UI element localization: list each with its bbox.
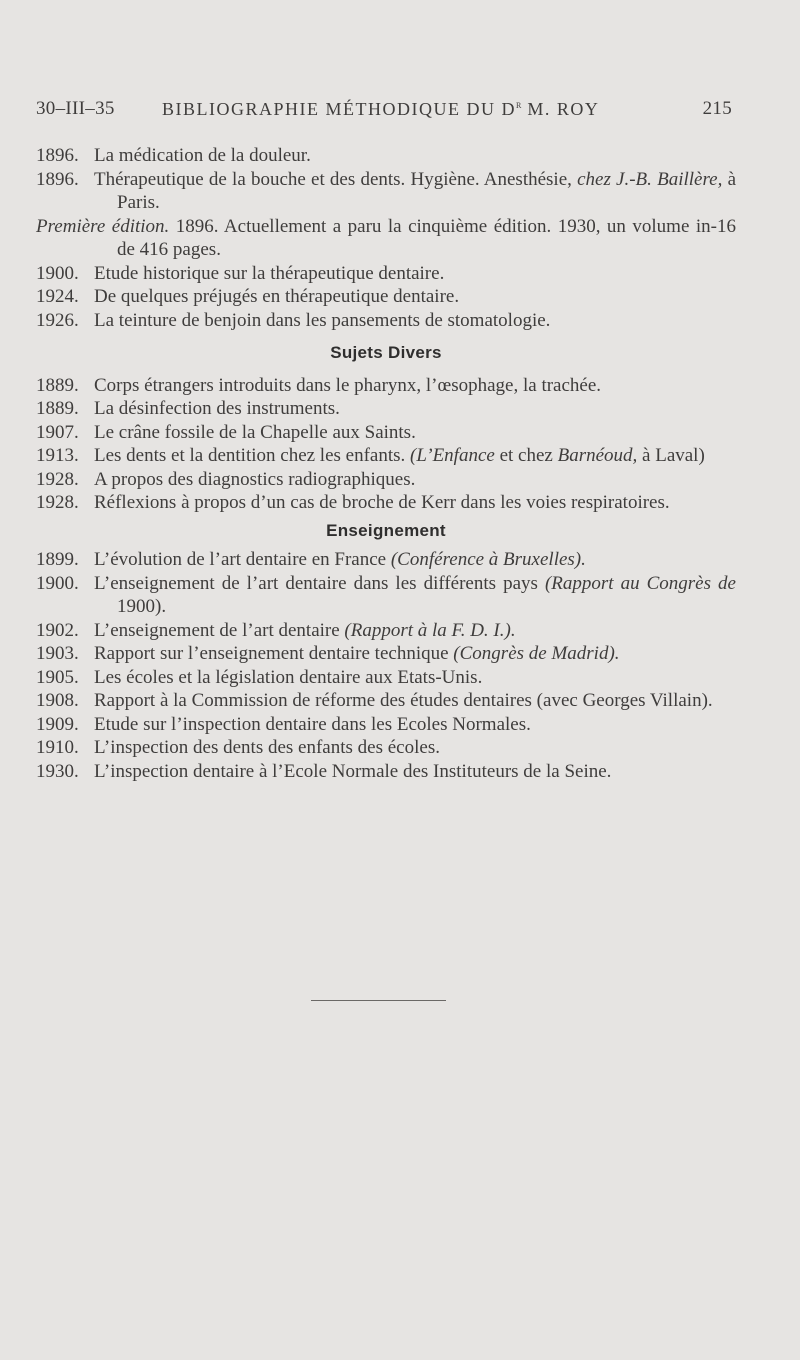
entry-text: La médication de la douleur. bbox=[94, 145, 311, 166]
bib-entry bbox=[36, 168, 736, 215]
bibliography-body bbox=[36, 144, 736, 783]
bib-entry bbox=[36, 736, 736, 760]
bib-entry bbox=[36, 215, 736, 262]
page-number: 215 bbox=[702, 98, 732, 119]
entry-text: L’inspection dentaire à l’Ecole Normale des Instituteurs de la Seine. bbox=[94, 760, 612, 782]
entry-lead-italic: Première édition. bbox=[36, 215, 170, 237]
bib-entry bbox=[36, 572, 736, 619]
bib-entry bbox=[36, 262, 736, 286]
bib-entry bbox=[36, 666, 736, 690]
header-title bbox=[162, 99, 599, 120]
entry-italic: (Rapport au Congrès de bbox=[544, 572, 736, 594]
entry-text: Thérapeutique de la bouche et des dents. Hygiène. Anesthésie, bbox=[94, 168, 578, 190]
entry-year: 1928. bbox=[36, 492, 79, 513]
entry-tail: à Paris. bbox=[117, 168, 737, 213]
entry-text: De quelques préjugés en thérapeutique dentaire. bbox=[94, 286, 460, 307]
entry-year: 1902. bbox=[36, 619, 79, 641]
entry-text: Etude historique sur la thérapeutique dentaire. bbox=[94, 262, 445, 284]
entry-year: 1910. bbox=[36, 737, 79, 758]
entry-year: 1926. bbox=[36, 309, 79, 331]
entry-year: 1896. bbox=[36, 168, 79, 190]
bib-entry bbox=[36, 491, 736, 515]
entry-text: L’enseignement de l’art dentaire bbox=[94, 619, 345, 641]
entry-tail: 1900). bbox=[117, 596, 167, 617]
entry-year: 1889. bbox=[36, 398, 79, 419]
entry-year: 1905. bbox=[36, 666, 79, 688]
bib-entry bbox=[36, 468, 736, 492]
entry-year: 1907. bbox=[36, 421, 79, 443]
entry-italic-2: Barnéoud, bbox=[557, 445, 638, 466]
entry-year: 1896. bbox=[36, 145, 79, 166]
bib-entry bbox=[36, 689, 736, 713]
entry-text: La teinture de benjoin dans les pansements de stomatologie. bbox=[94, 309, 551, 331]
closing-rule bbox=[311, 1000, 446, 1001]
bib-entry bbox=[36, 713, 736, 737]
entry-year: 1909. bbox=[36, 713, 79, 735]
entry-year: 1900. bbox=[36, 572, 79, 594]
bib-entry bbox=[36, 144, 736, 168]
running-header bbox=[36, 98, 736, 124]
entry-year: 1930. bbox=[36, 760, 79, 782]
entry-text: A propos des diagnostics radiographiques. bbox=[94, 468, 416, 490]
section-title-enseignement: Enseignement bbox=[326, 520, 446, 540]
entry-italic: (L’Enfance bbox=[410, 445, 495, 466]
entry-text: La désinfection des instruments. bbox=[94, 398, 340, 419]
entry-text: Le crâne fossile de la Chapelle aux Saints. bbox=[94, 421, 416, 443]
entry-year: 1928. bbox=[36, 468, 79, 490]
entry-tail: à Laval) bbox=[637, 445, 705, 466]
entry-italic: (Conférence à Bruxelles). bbox=[390, 549, 586, 570]
header-title-sup: r bbox=[515, 99, 522, 111]
entry-year: 1899. bbox=[36, 549, 79, 570]
entry-text: Corps étrangers introduits dans le pharynx, l’œsophage, la trachée. bbox=[94, 374, 602, 396]
entry-italic: (Congrès de Madrid). bbox=[453, 643, 620, 664]
bib-entry bbox=[36, 548, 736, 572]
entry-text: Rapport à la Commission de réforme des études dentaires (avec Georges Villain). bbox=[94, 690, 713, 711]
entry-year: 1900. bbox=[36, 262, 79, 284]
entry-text: Rapport sur l’enseignement dentaire technique bbox=[94, 643, 454, 664]
entry-text: 1896. Actuellement a paru la cinquième édition. 1930, un volume in-16 de 416 pages. bbox=[117, 215, 736, 260]
bib-entry bbox=[36, 285, 736, 309]
entry-text: Réflexions à propos d’un cas de broche de Kerr dans les voies respiratoires. bbox=[94, 492, 670, 513]
entry-italic: chez J.-B. Baillère, bbox=[577, 168, 723, 190]
entry-year: 1924. bbox=[36, 286, 79, 307]
entry-year: 1903. bbox=[36, 643, 79, 664]
bib-entry bbox=[36, 760, 736, 784]
bib-entry bbox=[36, 421, 736, 445]
bib-entry bbox=[36, 374, 736, 398]
header-title-main: BIBLIOGRAPHIE MÉTHODIQUE DU D bbox=[162, 99, 516, 119]
entry-text: Les dents et la dentition chez les enfants. bbox=[94, 445, 411, 466]
entry-year: 1889. bbox=[36, 374, 79, 396]
header-date: 30–III–35 bbox=[36, 98, 115, 119]
entry-text: L’inspection des dents des enfants des écoles. bbox=[94, 737, 440, 758]
bib-entry bbox=[36, 642, 736, 666]
bib-entry bbox=[36, 619, 736, 643]
entry-text: L’enseignement de l’art dentaire dans les différents pays bbox=[94, 572, 545, 594]
section-title-sujets-divers: Sujets Divers bbox=[330, 343, 442, 362]
entry-text: Les écoles et la législation dentaire aux Etats-Unis. bbox=[94, 666, 483, 688]
bib-entry bbox=[36, 444, 736, 468]
entry-year: 1913. bbox=[36, 445, 79, 466]
entry-italic: (Rapport à la F. D. I.). bbox=[344, 619, 516, 641]
header-title-end: M. ROY bbox=[521, 99, 600, 119]
bib-entry bbox=[36, 309, 736, 333]
entry-year: 1908. bbox=[36, 690, 79, 711]
entry-text: L’évolution de l’art dentaire en France bbox=[94, 549, 391, 570]
entry-mid: et chez bbox=[494, 445, 558, 466]
bib-entry bbox=[36, 397, 736, 421]
entry-text: Etude sur l’inspection dentaire dans les Ecoles Normales. bbox=[94, 713, 531, 735]
